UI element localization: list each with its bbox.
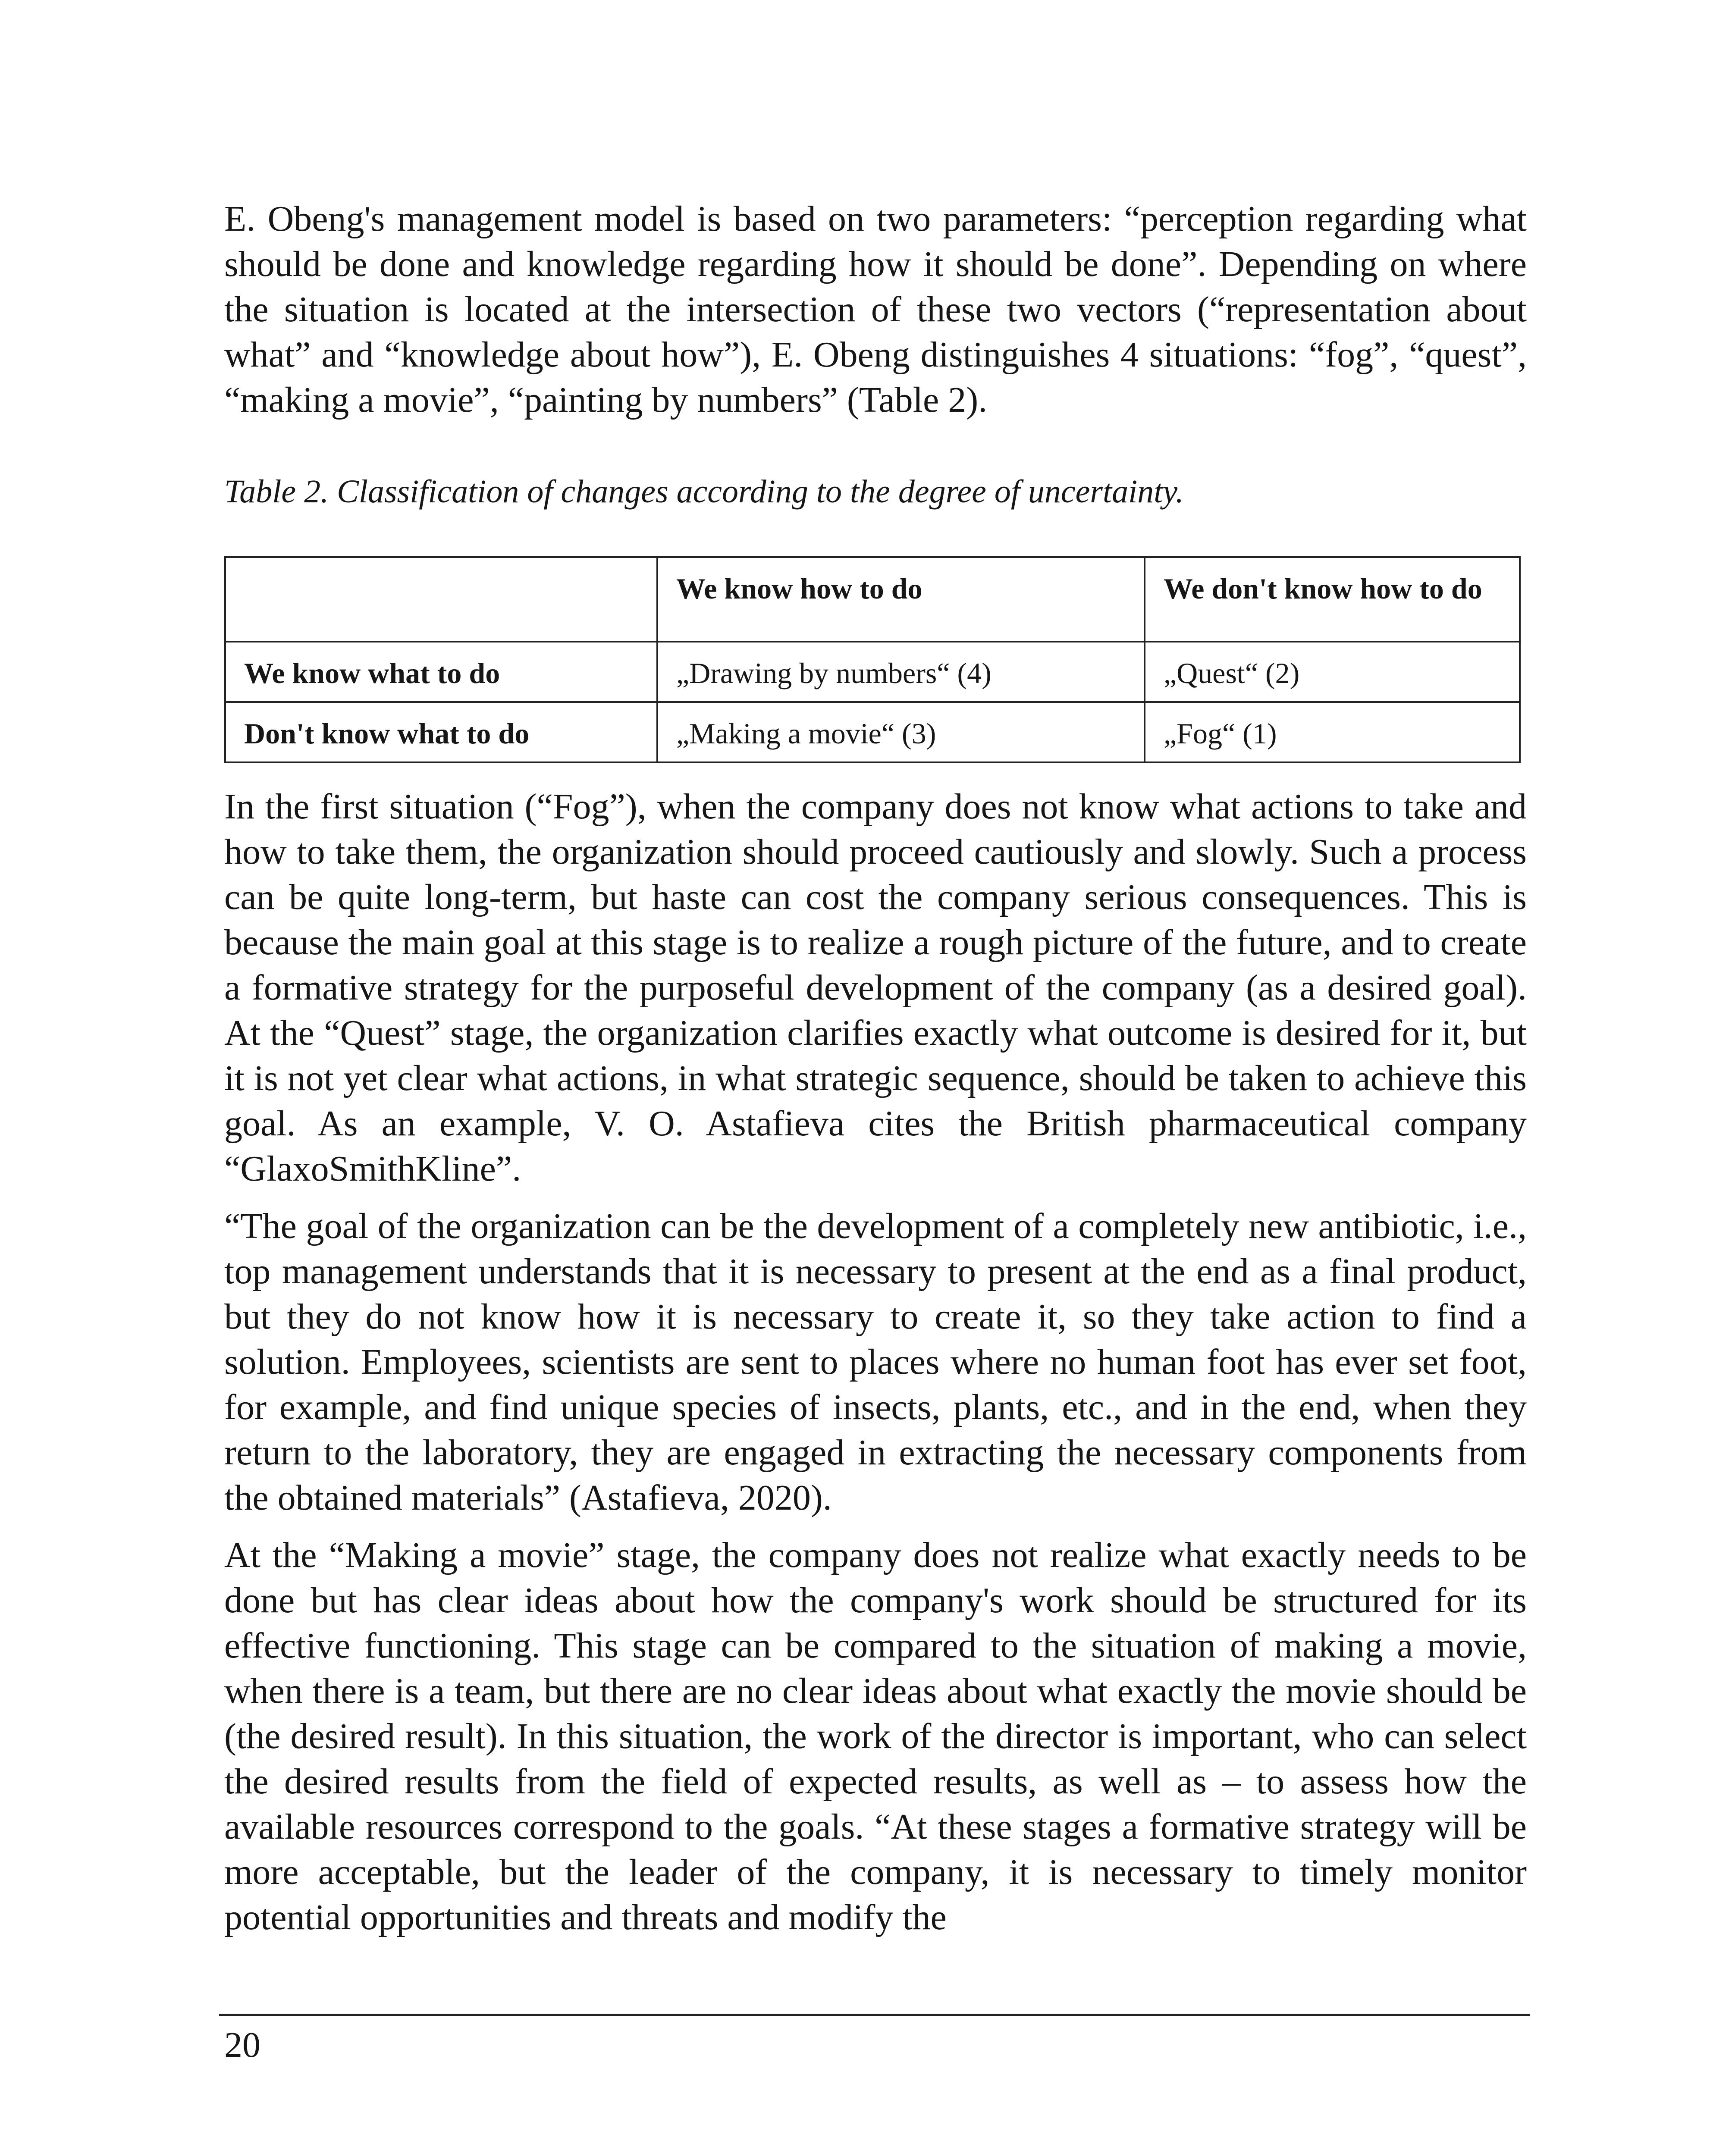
footer-divider — [219, 2014, 1530, 2016]
paragraph-fog-quest: In the first situation (“Fog”), when the company does not know what actions to take and how to take them, the organization should proceed cautiously and slowly. Such a process can be quite long-term, but haste can cost the company serious consequences. This is because the main goal at this stage is to realize a rough picture of the future, and to create a formative strategy for the purposeful development of the company (as a desired goal). At the “Quest” stage, the organization clarifies exactly what outcome is desired for it, but it is not yet clear what actions, in what strategic sequence, should be taken to achieve this goal. As an example, V. O. Astafieva cites the British pharmaceutical company “GlaxoSmithKline”. — [224, 787, 1527, 1189]
table-cell: „Drawing by numbers“ (4) — [657, 642, 1145, 702]
table-header-corner — [225, 557, 657, 642]
table-row-label: Don't know what to do — [225, 702, 657, 762]
paragraph-quotation: “The goal of the organization can be the development of a completely new antibiotic, i.e., top management understands that it is necessary to present at the end as a final product, but they do not know how it is necessary to create it, so they take action to find a solution. Employees, scientists are sent to places where no human foot has ever set foot, for example, and find unique species of insects, plants, etc., and in the end, when they return to the laboratory, they are engaged in extracting the necessary components from the obtained materials” (Astafieva, 2020). — [224, 1206, 1527, 1518]
paragraph-making-movie: At the “Making a movie” stage, the company does not realize what exactly needs to be done but has clear ideas about how the company's work should be structured for its effective functioning. This stage can be compared to the situation of making a movie, when there is a team, but there are no clear ideas about what exactly the movie should be (the desired result). In this situation, the work of the director is important, who can select the desired results from the field of expected results, as well as – to assess how the available resources correspond to the goals. “At these stages a formative strategy will be more acceptable, but the leader of the company, it is necessary to timely monitor potential opportunities and threats and modify the — [224, 1535, 1527, 1937]
table-row — [225, 642, 1520, 702]
table-cell: „Making a movie“ (3) — [657, 702, 1145, 762]
table-cell: „Fog“ (1) — [1145, 702, 1520, 762]
paragraph-intro: E. Obeng's management model is based on two parameters: “perception regarding what should be done and knowledge regarding how it should be done”. Depending on where the situation is located at the intersection of these two vectors (“representation about what” and “knowledge about how”), E. Obeng distinguishes 4 situations: “fog”, “quest”, “making a movie”, “painting by numbers” (Table 2). — [224, 199, 1527, 420]
table-cell: „Quest“ (2) — [1145, 642, 1520, 702]
page-number: 20 — [224, 2025, 260, 2065]
table-header-row — [225, 557, 1520, 642]
table-header-dont-know-how: We don't know how to do — [1145, 557, 1520, 642]
table-caption: Table 2. Classification of changes according to the degree of uncertainty. — [224, 473, 1184, 510]
classification-table — [224, 556, 1521, 763]
table-header-know-how: We know how to do — [657, 557, 1145, 642]
table-row — [225, 702, 1520, 762]
table-row-label: We know what to do — [225, 642, 657, 702]
page-body — [224, 196, 1527, 1940]
